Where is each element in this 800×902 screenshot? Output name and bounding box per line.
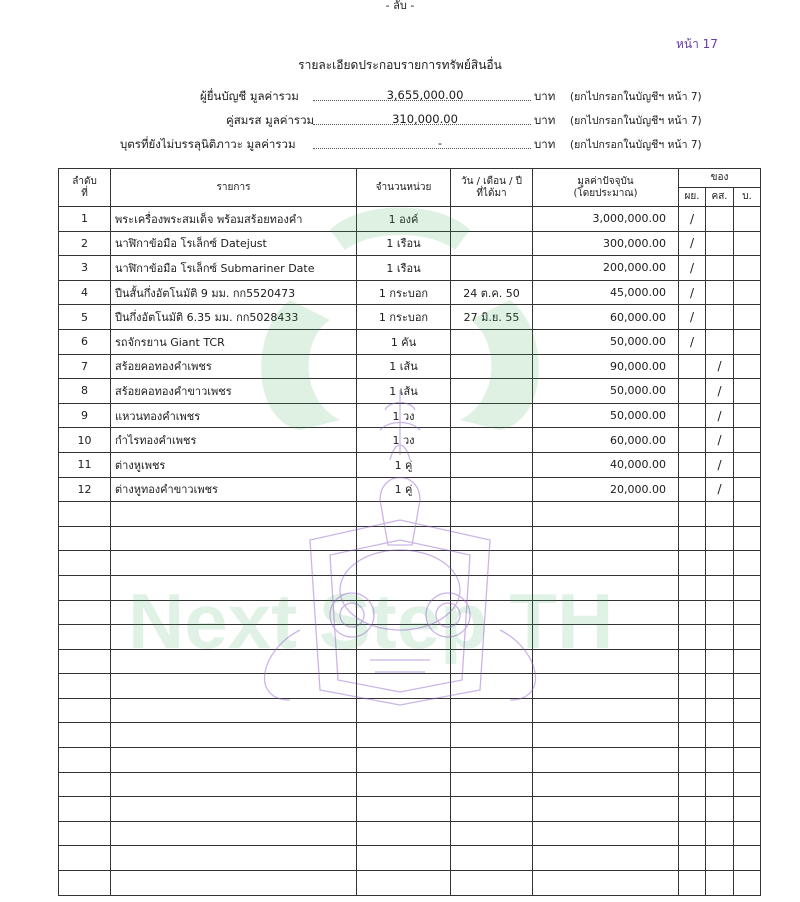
cell-owner-declarant — [679, 698, 706, 723]
cell-owner-declarant — [679, 748, 706, 773]
cell-owner-spouse — [706, 625, 734, 650]
cell-value — [533, 526, 679, 551]
cell-qty: 1 องค์ — [357, 207, 451, 232]
header-seq-line2: ที่ — [81, 187, 88, 199]
cell-qty — [357, 748, 451, 773]
cell-date — [451, 354, 533, 379]
cell-value: 90,000.00 — [533, 354, 679, 379]
cell-owner-spouse — [706, 674, 734, 699]
summary-value: 310,000.00 — [392, 112, 458, 126]
cell-owner-child — [734, 625, 761, 650]
cell-owner-declarant — [679, 452, 706, 477]
cell-owner-declarant — [679, 772, 706, 797]
cell-value: 3,000,000.00 — [533, 207, 679, 232]
cell-no: 10 — [59, 428, 111, 453]
cell-no — [59, 748, 111, 773]
cell-owner-declarant — [679, 846, 706, 871]
cell-owner-spouse — [706, 575, 734, 600]
cell-value — [533, 772, 679, 797]
cell-owner-spouse — [706, 280, 734, 305]
cell-owner-child — [734, 674, 761, 699]
cell-owner-spouse — [706, 772, 734, 797]
cell-qty — [357, 575, 451, 600]
cell-owner-declarant — [679, 502, 706, 527]
cell-owner-child — [734, 551, 761, 576]
cell-date — [451, 600, 533, 625]
cell-owner-spouse — [706, 231, 734, 256]
cell-no: 5 — [59, 305, 111, 330]
empty-row — [59, 797, 761, 822]
cell-item: กำไรทองคำเพชร — [111, 428, 357, 453]
cell-value — [533, 698, 679, 723]
summary-declarant — [0, 88, 800, 106]
cell-date — [451, 256, 533, 281]
cell-date — [451, 772, 533, 797]
cell-item — [111, 821, 357, 846]
cell-date — [451, 575, 533, 600]
cell-no: 9 — [59, 403, 111, 428]
empty-row — [59, 748, 761, 773]
cell-value — [533, 748, 679, 773]
cell-qty — [357, 772, 451, 797]
cell-item — [111, 748, 357, 773]
cell-no: 1 — [59, 207, 111, 232]
cell-no — [59, 649, 111, 674]
cell-qty — [357, 551, 451, 576]
cell-value: 45,000.00 — [533, 280, 679, 305]
cell-item: รถจักรยาน Giant TCR — [111, 329, 357, 354]
cell-date — [451, 526, 533, 551]
cell-date — [451, 846, 533, 871]
cell-value — [533, 600, 679, 625]
summary-note: (ยกไปกรอกในบัญชีฯ หน้า 7) — [570, 139, 702, 151]
cell-no: 2 — [59, 231, 111, 256]
cell-date — [451, 551, 533, 576]
cell-no: 12 — [59, 477, 111, 502]
cell-owner-spouse — [706, 256, 734, 281]
cell-item — [111, 625, 357, 650]
cell-date — [451, 698, 533, 723]
cell-no — [59, 871, 111, 896]
header-date-line2: ที่ได้มา — [476, 187, 507, 199]
cell-owner-child — [734, 329, 761, 354]
empty-row — [59, 772, 761, 797]
empty-row — [59, 551, 761, 576]
cell-value — [533, 723, 679, 748]
cell-owner-declarant — [679, 674, 706, 699]
summary-value: - — [437, 136, 443, 150]
cell-owner-child — [734, 280, 761, 305]
cell-owner-declarant — [679, 723, 706, 748]
header-owner-declarant: ผย. — [679, 188, 706, 207]
table-row — [59, 452, 761, 477]
cell-no — [59, 723, 111, 748]
cell-date — [451, 502, 533, 527]
empty-row — [59, 600, 761, 625]
cell-value — [533, 821, 679, 846]
header-value-line2: (โดยประมาณ) — [573, 187, 638, 199]
cell-qty — [357, 797, 451, 822]
summary-unit: บาท — [534, 137, 556, 151]
cell-owner-spouse: / — [706, 452, 734, 477]
cell-owner-child — [734, 526, 761, 551]
empty-row — [59, 649, 761, 674]
page-title: รายละเอียดประกอบรายการทรัพย์สินอื่น — [298, 58, 502, 72]
cell-date — [451, 428, 533, 453]
page-number: หน้า 17 — [676, 37, 718, 51]
cell-value — [533, 502, 679, 527]
cell-value — [533, 625, 679, 650]
cell-owner-declarant — [679, 871, 706, 896]
cell-owner-spouse — [706, 600, 734, 625]
cell-qty — [357, 674, 451, 699]
cell-qty — [357, 698, 451, 723]
cell-owner-spouse — [706, 329, 734, 354]
header-seq-line1: ลำดับ — [72, 175, 97, 187]
cell-qty: 1 คู่ — [357, 477, 451, 502]
cell-item: ต่างหูเพชร — [111, 452, 357, 477]
table-row — [59, 477, 761, 502]
cell-qty — [357, 526, 451, 551]
cell-value: 60,000.00 — [533, 428, 679, 453]
cell-qty — [357, 502, 451, 527]
cell-owner-declarant: / — [679, 207, 706, 232]
cell-owner-spouse — [706, 698, 734, 723]
cell-item — [111, 871, 357, 896]
cell-owner-child — [734, 649, 761, 674]
cell-qty: 1 เส้น — [357, 354, 451, 379]
cell-qty: 1 กระบอก — [357, 280, 451, 305]
cell-owner-child — [734, 502, 761, 527]
cell-item: ต่างหูทองคำขาวเพชร — [111, 477, 357, 502]
cell-owner-spouse — [706, 871, 734, 896]
cell-date — [451, 477, 533, 502]
cell-value — [533, 674, 679, 699]
cell-no — [59, 625, 111, 650]
header-owner: ของ — [679, 169, 761, 188]
cell-item: สร้อยคอทองคำเพชร — [111, 354, 357, 379]
cell-owner-child — [734, 871, 761, 896]
cell-item — [111, 575, 357, 600]
empty-row — [59, 871, 761, 896]
cell-qty: 1 เรือน — [357, 231, 451, 256]
cell-qty — [357, 723, 451, 748]
cell-owner-declarant: / — [679, 280, 706, 305]
summary-spouse — [0, 112, 800, 130]
cell-owner-spouse — [706, 551, 734, 576]
cell-owner-declarant — [679, 354, 706, 379]
cell-owner-declarant: / — [679, 231, 706, 256]
cell-item: ปืนกึ่งอัตโนมัติ 6.35 มม. กก5028433 — [111, 305, 357, 330]
cell-owner-spouse — [706, 526, 734, 551]
watermark-text: Next Step TH — [128, 577, 614, 665]
cell-value — [533, 797, 679, 822]
cell-value — [533, 871, 679, 896]
cell-owner-spouse — [706, 748, 734, 773]
cell-owner-declarant — [679, 625, 706, 650]
cell-date — [451, 379, 533, 404]
cell-date: 24 ต.ค. 50 — [451, 280, 533, 305]
cell-qty: 1 คัน — [357, 329, 451, 354]
cell-no: 3 — [59, 256, 111, 281]
cell-date — [451, 403, 533, 428]
header-seq — [59, 169, 111, 207]
header-date — [451, 169, 533, 207]
cell-value — [533, 846, 679, 871]
cell-qty: 1 เรือน — [357, 256, 451, 281]
cell-owner-child — [734, 698, 761, 723]
cell-value: 40,000.00 — [533, 452, 679, 477]
cell-value — [533, 551, 679, 576]
cell-date — [451, 231, 533, 256]
cell-no — [59, 846, 111, 871]
cell-no — [59, 575, 111, 600]
table-row — [59, 428, 761, 453]
header-date-line1: วัน / เดือน / ปี — [460, 175, 522, 187]
cell-date — [451, 625, 533, 650]
cell-date — [451, 649, 533, 674]
cell-owner-spouse — [706, 305, 734, 330]
cell-owner-child — [734, 772, 761, 797]
cell-value — [533, 649, 679, 674]
summary-unit: บาท — [534, 89, 556, 103]
cell-owner-spouse — [706, 207, 734, 232]
cell-owner-spouse — [706, 821, 734, 846]
secret-mark: - ลับ - — [385, 0, 415, 12]
asset-table-wrap — [58, 168, 760, 896]
cell-no — [59, 821, 111, 846]
cell-item — [111, 698, 357, 723]
cell-owner-spouse — [706, 649, 734, 674]
table-row — [59, 403, 761, 428]
empty-row — [59, 502, 761, 527]
cell-date — [451, 674, 533, 699]
empty-row — [59, 698, 761, 723]
cell-owner-spouse — [706, 846, 734, 871]
header-qty: จำนวนหน่วย — [357, 169, 451, 207]
cell-qty — [357, 649, 451, 674]
table-row — [59, 280, 761, 305]
empty-row — [59, 723, 761, 748]
cell-owner-declarant: / — [679, 256, 706, 281]
header-owner-spouse: คส. — [706, 188, 734, 207]
cell-item — [111, 526, 357, 551]
cell-no: 6 — [59, 329, 111, 354]
cell-date — [451, 748, 533, 773]
cell-date — [451, 871, 533, 896]
cell-qty — [357, 600, 451, 625]
cell-owner-child — [734, 477, 761, 502]
table-row — [59, 231, 761, 256]
cell-no — [59, 797, 111, 822]
cell-owner-declarant — [679, 649, 706, 674]
header-item: รายการ — [111, 169, 357, 207]
cell-value: 50,000.00 — [533, 403, 679, 428]
cell-owner-declarant — [679, 600, 706, 625]
empty-row — [59, 575, 761, 600]
cell-qty: 1 วง — [357, 403, 451, 428]
asset-table — [58, 168, 761, 896]
cell-owner-spouse: / — [706, 379, 734, 404]
cell-owner-spouse: / — [706, 354, 734, 379]
cell-owner-spouse — [706, 797, 734, 822]
table-row — [59, 379, 761, 404]
cell-no — [59, 551, 111, 576]
cell-owner-declarant — [679, 575, 706, 600]
cell-owner-child — [734, 821, 761, 846]
header-owner-child: บ. — [734, 188, 761, 207]
cell-owner-child — [734, 256, 761, 281]
cell-owner-spouse — [706, 502, 734, 527]
cell-owner-spouse: / — [706, 428, 734, 453]
cell-no — [59, 772, 111, 797]
cell-owner-child — [734, 354, 761, 379]
summary-unit: บาท — [534, 113, 556, 127]
summary-label: คู่สมรส มูลค่ารวม — [226, 113, 315, 127]
table-row — [59, 207, 761, 232]
cell-owner-declarant — [679, 551, 706, 576]
cell-owner-child — [734, 797, 761, 822]
cell-no: 4 — [59, 280, 111, 305]
cell-item — [111, 502, 357, 527]
header-value-line1: มูลค่าปัจจุบัน — [577, 175, 634, 187]
cell-date — [451, 207, 533, 232]
cell-owner-declarant — [679, 797, 706, 822]
cell-owner-child — [734, 575, 761, 600]
cell-value — [533, 575, 679, 600]
summary-note: (ยกไปกรอกในบัญชีฯ หน้า 7) — [570, 91, 702, 103]
summary-label: บุตรที่ยังไม่บรรลุนิติภาวะ มูลค่ารวม — [120, 137, 296, 151]
cell-value: 50,000.00 — [533, 379, 679, 404]
cell-date — [451, 723, 533, 748]
cell-item: นาฬิกาข้อมือ โรเล็กซ์ Submariner Date — [111, 256, 357, 281]
cell-value: 20,000.00 — [533, 477, 679, 502]
cell-owner-declarant — [679, 477, 706, 502]
cell-date — [451, 452, 533, 477]
cell-owner-declarant — [679, 379, 706, 404]
cell-value: 50,000.00 — [533, 329, 679, 354]
table-row — [59, 256, 761, 281]
cell-date — [451, 821, 533, 846]
summary-note: (ยกไปกรอกในบัญชีฯ หน้า 7) — [570, 115, 702, 127]
cell-owner-child — [734, 748, 761, 773]
cell-owner-child — [734, 305, 761, 330]
empty-row — [59, 625, 761, 650]
cell-owner-declarant: / — [679, 305, 706, 330]
cell-owner-declarant — [679, 821, 706, 846]
cell-owner-spouse — [706, 723, 734, 748]
cell-item — [111, 846, 357, 871]
cell-no: 7 — [59, 354, 111, 379]
summary-value: 3,655,000.00 — [386, 88, 464, 102]
cell-no — [59, 502, 111, 527]
cell-owner-declarant — [679, 526, 706, 551]
cell-qty: 1 คู่ — [357, 452, 451, 477]
cell-value: 200,000.00 — [533, 256, 679, 281]
empty-row — [59, 526, 761, 551]
cell-item — [111, 674, 357, 699]
cell-owner-spouse: / — [706, 477, 734, 502]
asset-table-body — [59, 207, 761, 896]
cell-value: 300,000.00 — [533, 231, 679, 256]
table-row — [59, 354, 761, 379]
table-row — [59, 329, 761, 354]
cell-no: 8 — [59, 379, 111, 404]
cell-no: 11 — [59, 452, 111, 477]
cell-date — [451, 797, 533, 822]
cell-date — [451, 329, 533, 354]
cell-qty: 1 กระบอก — [357, 305, 451, 330]
cell-no — [59, 526, 111, 551]
empty-row — [59, 821, 761, 846]
cell-owner-declarant — [679, 403, 706, 428]
cell-value: 60,000.00 — [533, 305, 679, 330]
cell-owner-child — [734, 207, 761, 232]
cell-owner-spouse: / — [706, 403, 734, 428]
cell-item — [111, 551, 357, 576]
cell-owner-declarant: / — [679, 329, 706, 354]
cell-owner-declarant — [679, 428, 706, 453]
table-row — [59, 305, 761, 330]
cell-owner-child — [734, 403, 761, 428]
header-value — [533, 169, 679, 207]
cell-qty: 1 วง — [357, 428, 451, 453]
cell-owner-child — [734, 452, 761, 477]
cell-no — [59, 698, 111, 723]
cell-item: นาฬิกาข้อมือ โรเล็กซ์ Datejust — [111, 231, 357, 256]
cell-owner-child — [734, 379, 761, 404]
cell-item — [111, 600, 357, 625]
cell-item: สร้อยคอทองคำขาวเพชร — [111, 379, 357, 404]
cell-qty: 1 เส้น — [357, 379, 451, 404]
empty-row — [59, 846, 761, 871]
summary-label: ผู้ยื่นบัญชี มูลค่ารวม — [200, 89, 299, 103]
cell-date: 27 มิ.ย. 55 — [451, 305, 533, 330]
cell-owner-child — [734, 428, 761, 453]
cell-owner-child — [734, 600, 761, 625]
cell-item: พระเครื่องพระสมเด็จ พร้อมสร้อยทองคำ — [111, 207, 357, 232]
cell-no — [59, 674, 111, 699]
cell-owner-child — [734, 723, 761, 748]
cell-item: ปืนสั้นกึ่งอัตโนมัติ 9 มม. กก5520473 — [111, 280, 357, 305]
cell-item: แหวนทองคำเพชร — [111, 403, 357, 428]
cell-no — [59, 600, 111, 625]
cell-qty — [357, 625, 451, 650]
cell-qty — [357, 821, 451, 846]
cell-owner-child — [734, 231, 761, 256]
cell-qty — [357, 846, 451, 871]
cell-item — [111, 723, 357, 748]
cell-owner-child — [734, 846, 761, 871]
cell-qty — [357, 871, 451, 896]
summary-child — [0, 136, 800, 154]
empty-row — [59, 674, 761, 699]
cell-item — [111, 772, 357, 797]
cell-item — [111, 649, 357, 674]
cell-item — [111, 797, 357, 822]
